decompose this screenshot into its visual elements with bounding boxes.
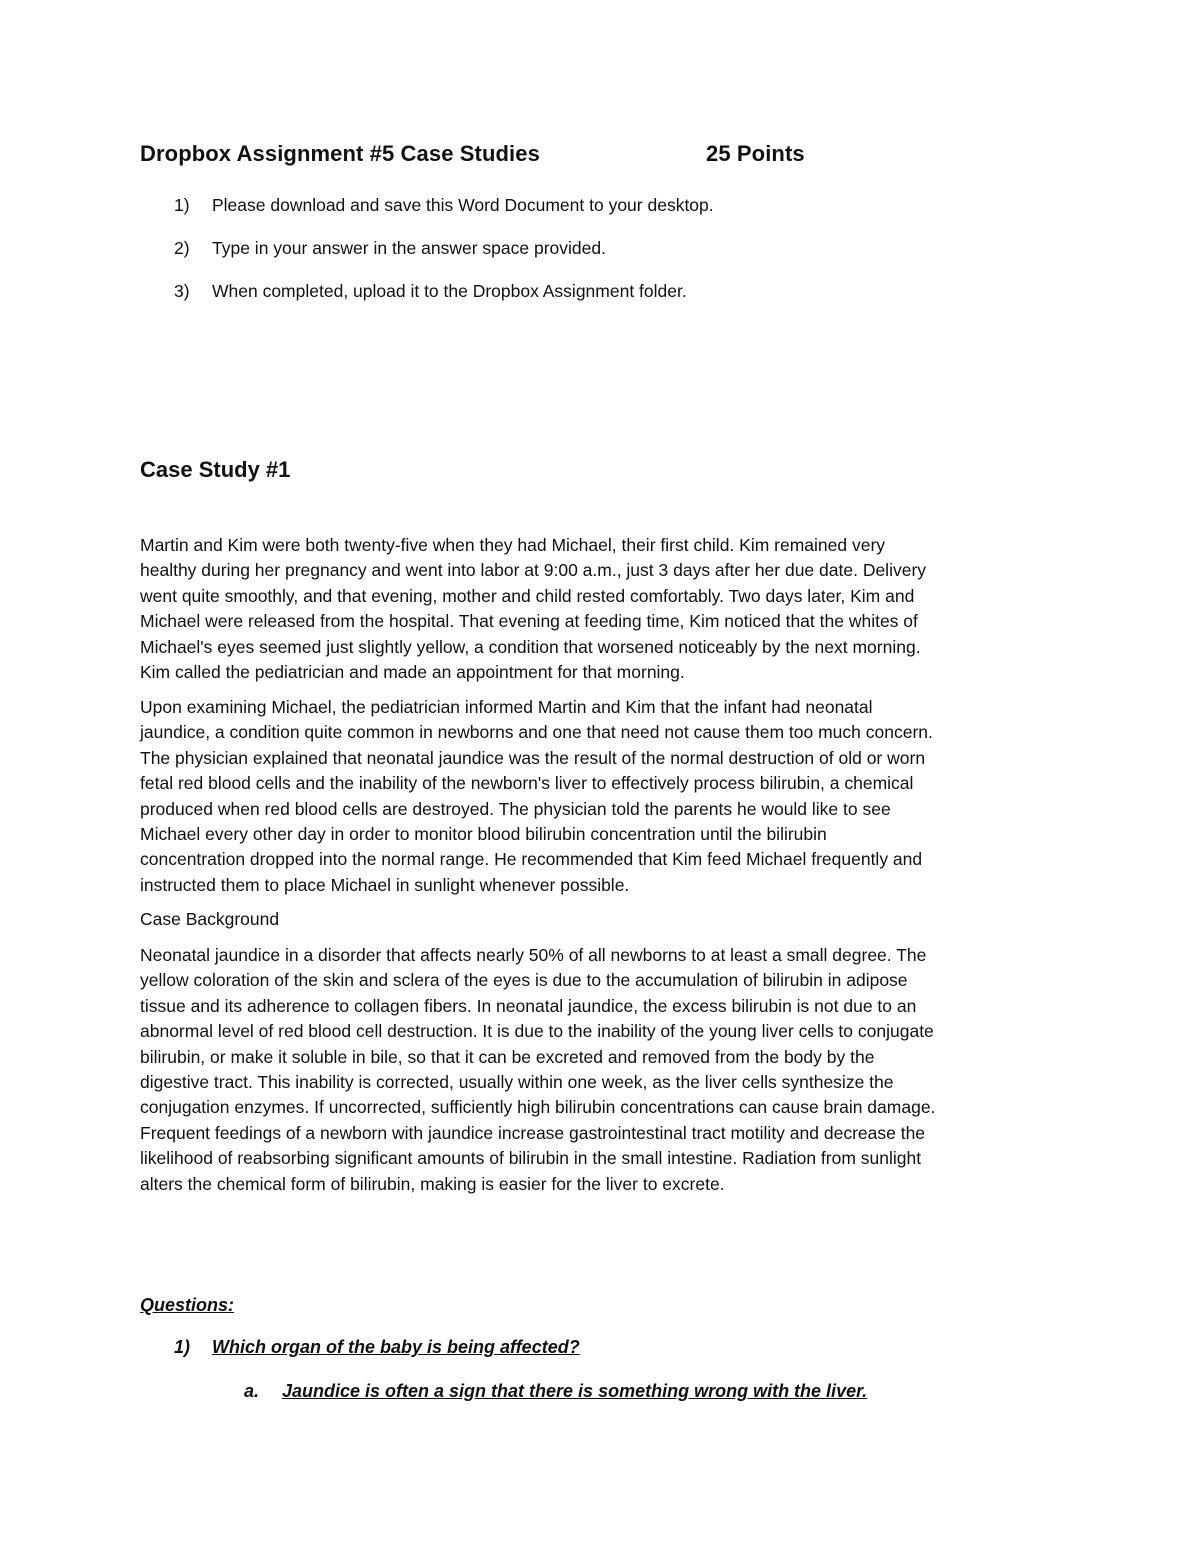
paragraph-line: Frequent feedings of a newborn with jaundice increase gastrointestinal tract motility and decrease the [140, 1122, 926, 1143]
case-study-heading: Case Study #1 [140, 457, 291, 482]
paragraph-line: tissue and its adherence to collagen fibers. In neonatal jaundice, the excess bilirubin is not due to an [140, 995, 917, 1016]
paragraph-line: Kim called the pediatrician and made an appointment for that morning. [140, 661, 685, 682]
case-paragraph-2 [140, 695, 1040, 898]
question-item [140, 1337, 1040, 1365]
points-label: 25 Points [706, 141, 805, 166]
paragraph-line: concentration dropped into the normal range. He recommended that Kim feed Michael frequently and [140, 849, 923, 870]
question-text: Which organ of the baby is being affected? [212, 1337, 580, 1357]
paragraph-line: went quite smoothly, and that evening, mother and child rested comfortably. Two days later, Kim and [140, 585, 915, 606]
paragraph-line: The physician explained that neonatal jaundice was the result of the normal destruction of old or worn [140, 747, 926, 768]
paragraph-line: jaundice, a condition quite common in newborns and one that need not cause them too much concern. [140, 722, 933, 743]
paragraph-line: bilirubin, or make it soluble in bile, so that it can be excreted and removed from the body by the [140, 1046, 875, 1067]
document-title-row [140, 141, 1040, 171]
paragraph-line: alters the chemical form of bilirubin, making is easier for the liver to excrete. [140, 1173, 725, 1194]
paragraph-line: digestive tract. This inability is corrected, usually within one week, as the liver cells synthesize the [140, 1071, 894, 1092]
instruction-number: 3) [174, 281, 190, 301]
instruction-text: Type in your answer in the answer space provided. [212, 238, 606, 258]
paragraph-line: yellow coloration of the skin and sclera of the eyes is due to the accumulation of bilirubin in adipose [140, 970, 908, 991]
paragraph-line: likelihood of reabsorbing significant amounts of bilirubin in the small intestine. Radiation from sunlight [140, 1148, 922, 1169]
instructions-list [140, 193, 1040, 322]
case-background-label: Case Background [140, 909, 280, 929]
paragraph-line: Michael every other day in order to monitor blood bilirubin concentration until the bilirubin [140, 823, 827, 844]
instruction-text: When completed, upload it to the Dropbox Assignment folder. [212, 281, 687, 301]
questions-heading: Questions: [140, 1295, 235, 1315]
instruction-number: 1) [174, 195, 190, 215]
instruction-text: Please download and save this Word Document to your desktop. [212, 195, 714, 215]
instruction-item [140, 279, 1040, 322]
instruction-item [140, 236, 1040, 279]
case-paragraph-1 [140, 533, 1040, 685]
paragraph-line: Neonatal jaundice in a disorder that affects nearly 50% of all newborns to at least a small degree. The [140, 945, 927, 965]
answer-item [140, 1381, 1040, 1409]
paragraph-line: conjugation enzymes. If uncorrected, sufficiently high bilirubin concentrations can cause brain damage. [140, 1097, 936, 1118]
case-background-paragraph [140, 943, 1040, 1197]
document-title: Dropbox Assignment #5 Case Studies [140, 141, 540, 166]
paragraph-line: Michael's eyes seemed just slightly yellow, a condition that worsened noticeably by the next morning. [140, 636, 921, 657]
instruction-item [140, 193, 1040, 236]
answer-letter: a. [244, 1381, 260, 1401]
paragraph-line: Upon examining Michael, the pediatrician informed Martin and Kim that the infant had neonatal [140, 697, 873, 717]
paragraph-line: instructed them to place Michael in sunlight whenever possible. [140, 874, 630, 895]
paragraph-line: healthy during her pregnancy and went into labor at 9:00 a.m., just 3 days after her due date. Delivery [140, 560, 927, 581]
instruction-number: 2) [174, 238, 190, 258]
paragraph-line: abnormal level of red blood cell destruction. It is due to the inability of the young liver cells to conjugate [140, 1021, 934, 1042]
paragraph-line: Martin and Kim were both twenty-five when they had Michael, their first child. Kim remained very [140, 535, 886, 555]
question-number: 1) [174, 1337, 191, 1357]
paragraph-line: fetal red blood cells and the inability of the newborn's liver to effectively process bilirubin, a chemical [140, 773, 914, 794]
paragraph-line: Michael were released from the hospital. That evening at feeding time, Kim noticed that the whites of [140, 611, 918, 632]
answer-text: Jaundice is often a sign that there is something wrong with the liver. [282, 1381, 868, 1401]
paragraph-line: produced when red blood cells are destroyed. The physician told the parents he would like to see [140, 798, 891, 819]
